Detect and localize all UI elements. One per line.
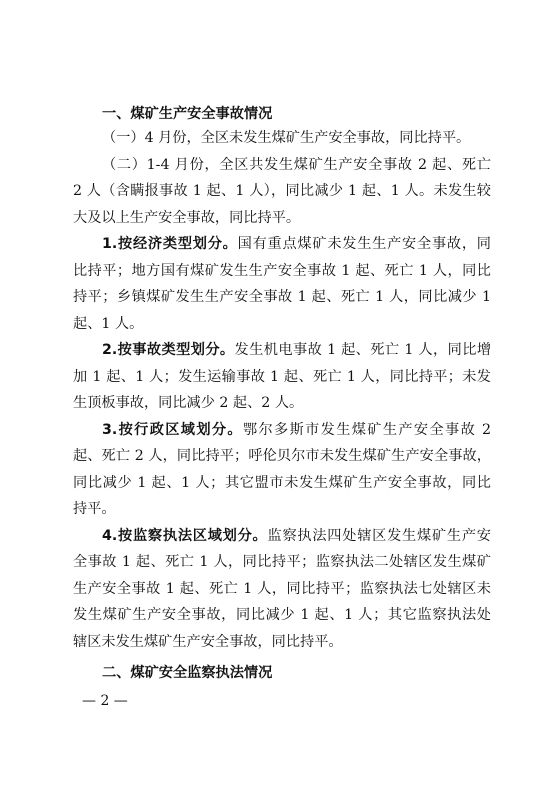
paragraph-line: 加 1 起、1 人；发生运输事故 1 起、死亡 1 人，同比持平；未发	[73, 368, 491, 385]
section-heading-2: 二、煤矿安全监察执法情况	[102, 665, 273, 681]
paragraph-line: 比持平；地方国有煤矿发生生产安全事故 1 起、死亡 1 人，同比	[73, 262, 491, 279]
section-heading-1: 一、煤矿生产安全事故情况	[102, 106, 273, 122]
paragraph-label: 4.按监察执法区域划分。	[102, 527, 268, 544]
paragraph-line	[73, 337, 491, 364]
paragraph-line: 生产安全事故 1 起、死亡 1 人，同比持平；监察执法七处辖区未	[73, 580, 491, 597]
paragraph-text: 国有重点煤矿未发生生产安全事故，同	[237, 236, 491, 252]
paragraph-line: 起、1 人。	[73, 315, 144, 332]
paragraph-admin-region	[73, 417, 491, 523]
paragraph-label: 2.按事故类型划分。	[102, 342, 235, 358]
paragraph-line: 发生煤矿生产安全事故，同比减少 1 起、1 人；其它监察执法处	[73, 607, 491, 623]
paragraph-line	[73, 231, 491, 258]
paragraph-line: 全事故 1 起、死亡 1 人，同比持平；监察执法二处辖区发生煤矿	[73, 554, 491, 570]
paragraph-line: 2 人（含瞒报事故 1 起、1 人），同比减少 1 起、1 人。未发生较	[73, 183, 491, 199]
paragraph-line: 大及以上生产安全事故，同比持平。	[73, 209, 301, 226]
paragraph-line: 辖区未发生煤矿生产安全事故，同比持平。	[73, 633, 343, 650]
paragraph-text: 鄂尔多斯市发生煤矿生产安全事故 2	[242, 421, 491, 438]
paragraph-supervision-region	[73, 523, 491, 656]
paragraph-monthly	[73, 125, 491, 152]
paragraph-line: （二）1-4 月份，全区共发生煤矿生产安全事故 2 起、死亡	[102, 156, 491, 173]
paragraph-line: （一）4 月份，全区未发生煤矿生产安全事故，同比持平。	[102, 130, 471, 146]
page-number: — 2 —	[82, 693, 128, 709]
paragraph-label: 3.按行政区域划分。	[102, 421, 243, 438]
paragraph-economic-type	[73, 231, 491, 337]
paragraph-line	[73, 523, 491, 550]
paragraph-line: 起、死亡 2 人，同比持平；呼伦贝尔市未发生煤矿生产安全事故，	[73, 448, 491, 464]
paragraph-line: 生顶板事故，同比减少 2 起、2 人。	[73, 395, 304, 411]
paragraph-label: 1.按经济类型划分。	[102, 236, 238, 252]
paragraph-accident-type	[73, 337, 491, 417]
paragraph-line: 持平；乡镇煤矿发生生产安全事故 1 起、死亡 1 人，同比减少 1	[73, 289, 491, 305]
paragraph-cumulative	[73, 152, 491, 232]
paragraph-line: 持平。	[73, 501, 116, 517]
paragraph-text: 发生机电事故 1 起、死亡 1 人，同比增	[234, 342, 491, 358]
paragraph-line: 同比减少 1 起、1 人；其它盟市未发生煤矿生产安全事故，同比	[73, 474, 491, 491]
paragraph-text: 监察执法四处辖区发生煤矿生产安	[267, 527, 491, 544]
paragraph-line	[73, 417, 491, 444]
